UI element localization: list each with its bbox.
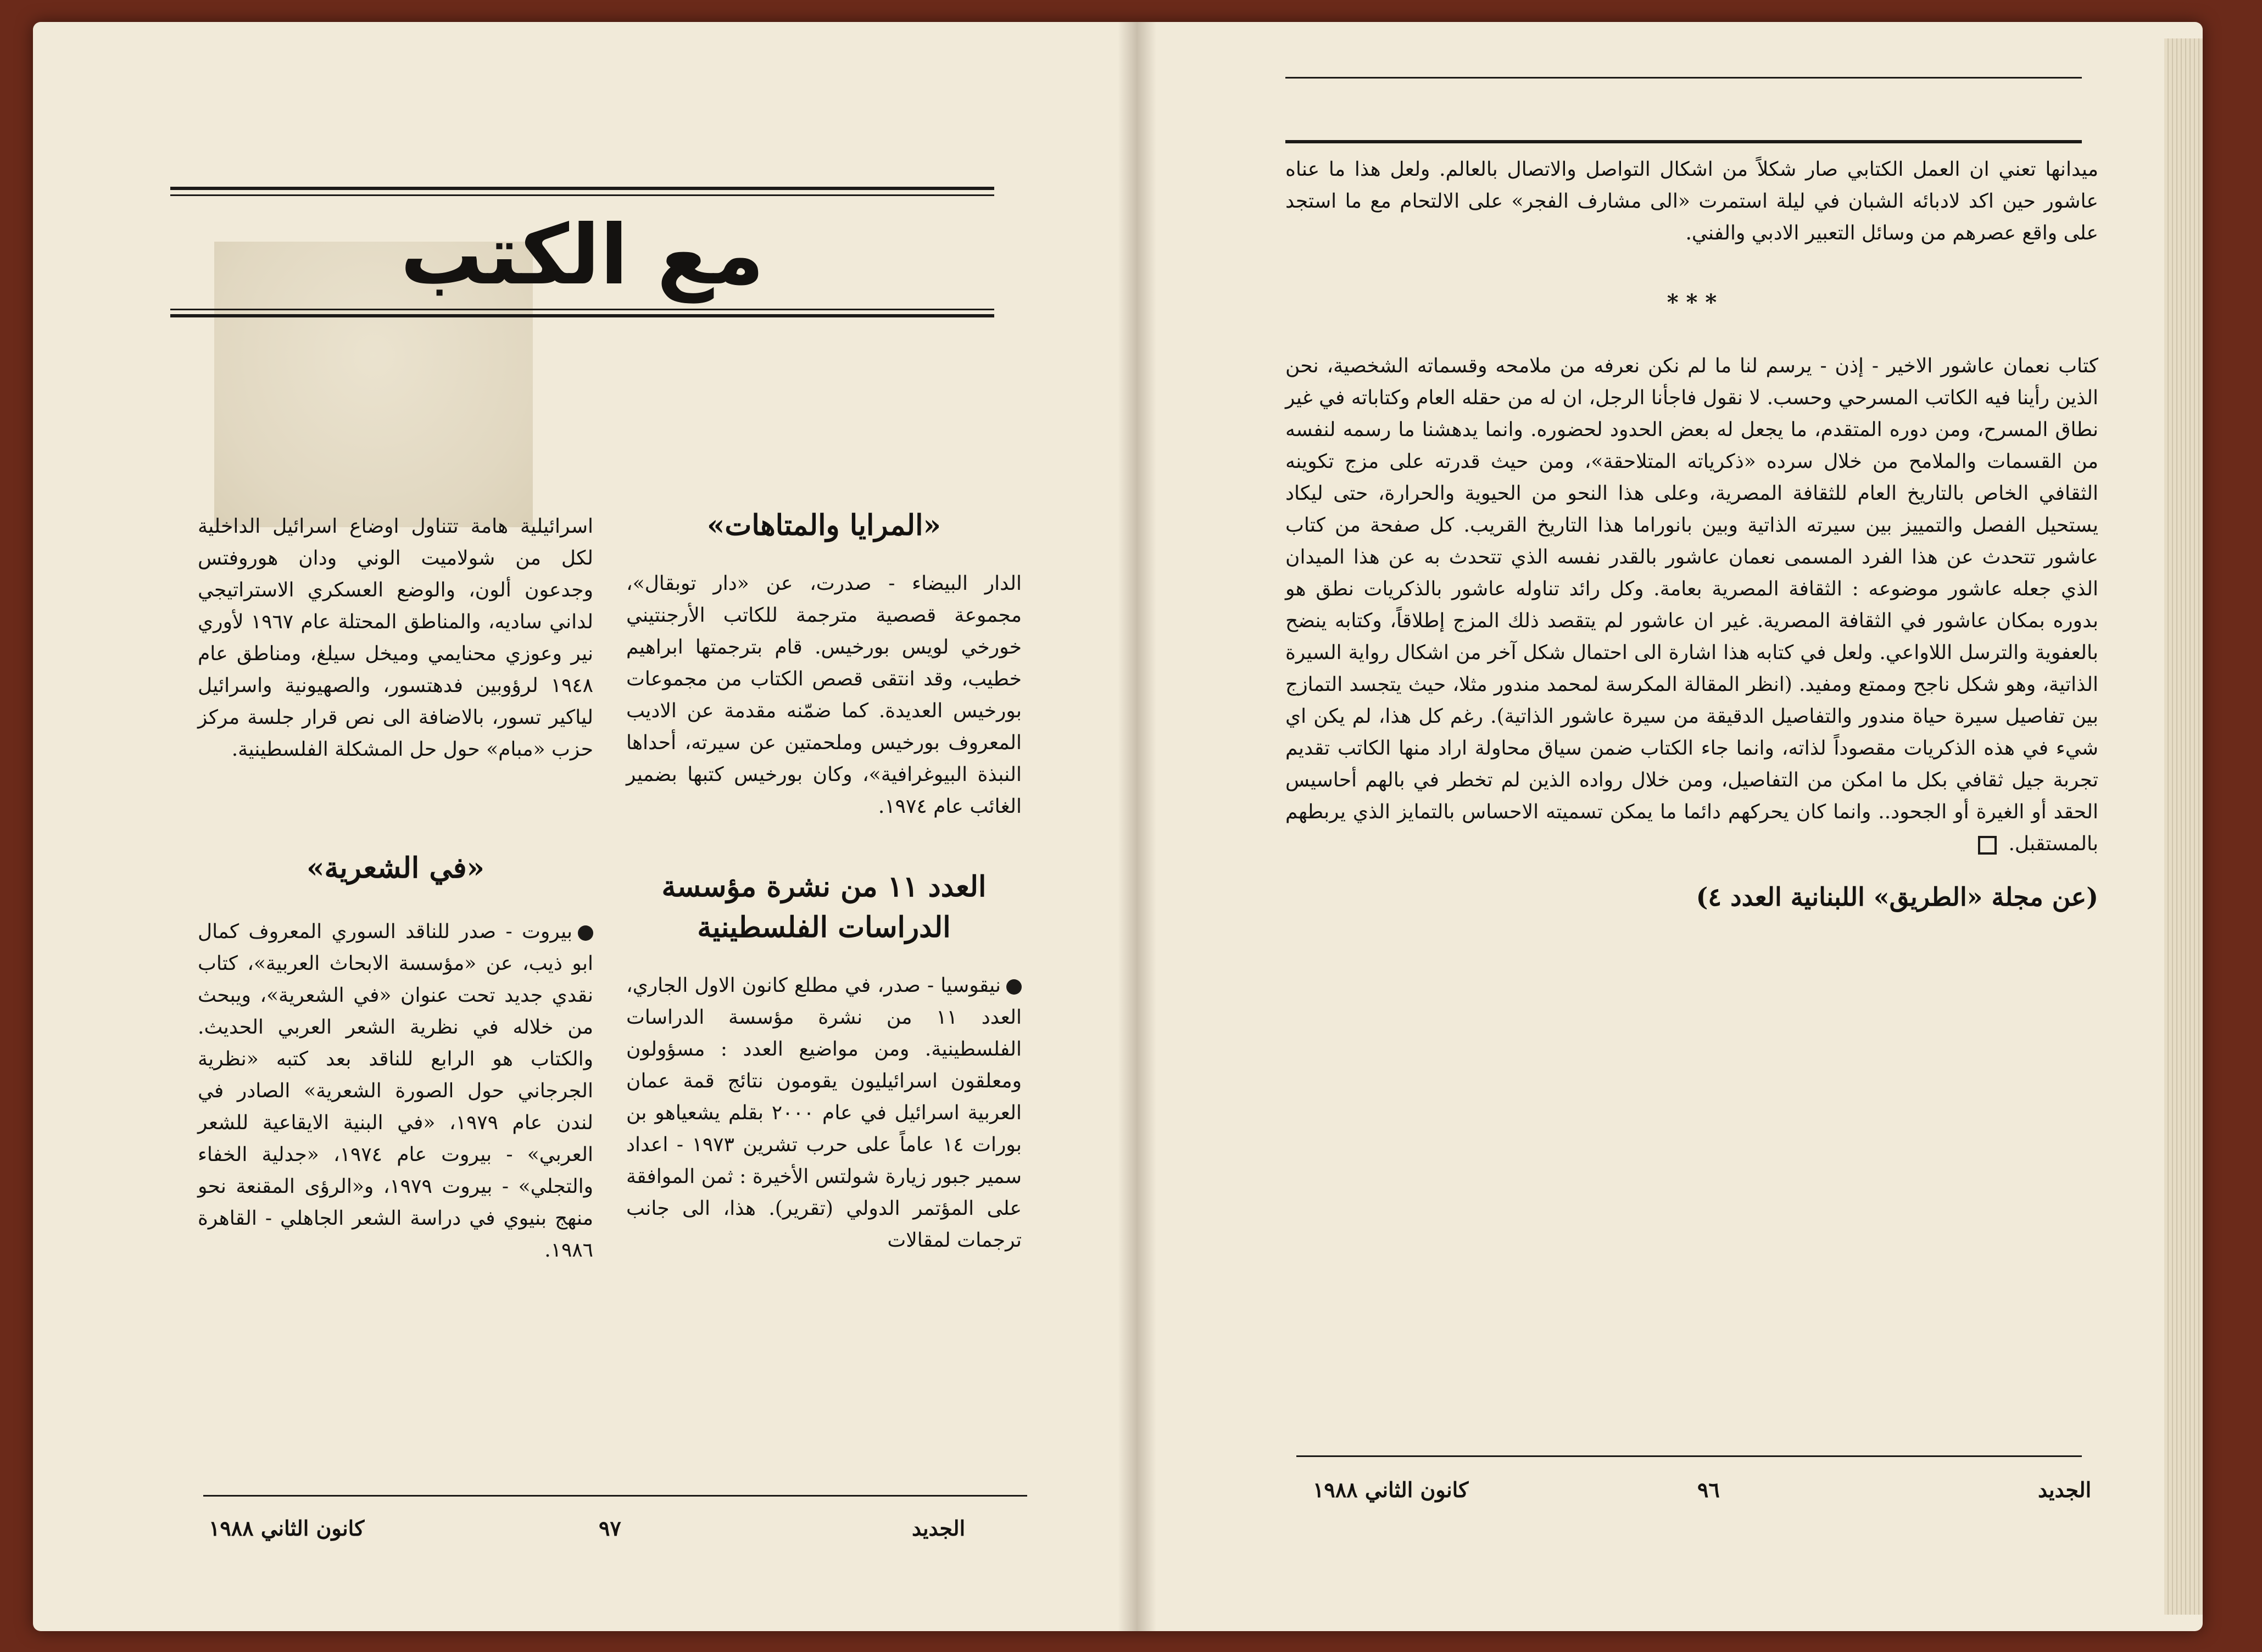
article-body-continued: اسرائيلية هامة تتناول اوضاع اسرائيل الداخلية لكل من شولاميت الوني ودان هوروفتس وجدعون ألون، والوضع العسكري الاستراتيجي لداني ساديه، والمناطق المحتلة عام ١٩٦٧ لأوري نير وعوزي محنايمي وميخل سيلغ، ومناطق عام ١٩٤٨ لرؤوبين فدهتسور، والصهيونية واسرائيل لياكير تسور، بالاضافة الى نص قرار جلسة مركز حزب «مبام» حول حل المشكلة الفلسطينية. — [198, 515, 594, 761]
left-page — [33, 22, 1126, 1631]
article-column — [1285, 154, 2098, 917]
header-rule — [1285, 140, 2082, 143]
footer-page-number: ٩٦ — [1697, 1477, 1720, 1502]
bullet-icon — [1006, 979, 1022, 995]
article-title-mirrors: «المرايا والمتاهات» — [706, 509, 941, 542]
end-mark-icon — [1978, 836, 1997, 855]
masthead-title: مع الكتب — [400, 208, 765, 303]
column-right — [626, 505, 1022, 1257]
magazine-spread — [33, 22, 2203, 1631]
footer-date: كانون الثاني ١٩٨٨ — [1313, 1477, 1469, 1502]
bleed-through-text — [1285, 1000, 2098, 1439]
bullet-icon — [578, 925, 593, 941]
footer-rule — [1296, 1455, 2082, 1457]
right-page — [1148, 22, 2203, 1631]
header-rule-top — [1285, 77, 2082, 79]
column-left — [198, 511, 593, 1266]
article-main: كتاب نعمان عاشور الاخير - إذن - يرسم لنا ما لم نكن نعرفه من ملامحه وقسماته الشخصية، نحن الذين رأينا فيه الكاتب المسرحي وحسب. لا نقول فاجأنا الرجل، ان له من حقله العام وكتاباته في غير نطاق المسرح، ومن دوره المتقدم، ما يجعل له بعض الحدود لحضوره. وانما يدهشنا ما رسمه لنفسه من القسمات والملامح من خلال سرده «ذكرياته المتلاحقة»، ومن حيث قدرته على مزج تكوينه الثقافي الخاص بالتاريخ العام للثقافة المصرية، وعلى هذا النحو من الحيوية والحرارة، حتى ليكاد يستحيل الفصل والتمييز بين سيرته الذاتية وبين بانوراما هذا التاريخ القريب. كل صفحة من كتاب عاشور تتحدث عن هذا الفرد المسمى نعمان عاشور بالقدر نفسه الذي تتحدث به عن هذا الميدان الذي جعله عاشور موضوعه : الثقافة المصرية بعامة. وكل رائد تناوله عاشور بالذكريات نطق هو بدوره بمكان عاشور في الثقافة المصرية. غير ان عاشور لم يتقصد ذلك المزج إطلاقاً، وكتابه ينضح بالعفوية والترسل اللاواعي. ولعل في كتابه هذا اشارة الى احتمال شكل آخر من اشكال رواية السيرة الذاتية، وهو شكل ناجح وممتع ومفيد. (انظر المقالة المكرسة لمحمد مندور مثلا، حيث يتجسد التمازج بين تفاصيل سيرة حياة مندور والتفاصيل الدقيقة من سيرة عاشور الذاتية). رغم كل هذا، لم يكن اي شيء في هذه الذكريات مقصوداً لذاته، وانما جاء الكتاب ضمن سياق محاولة اراد منها الكاتب تقديم تجربة جيل ثقافي بكل ما امكن من التفاصيل، ومن خلال رواده الذين لم تخطر في بالهم أحاسيس الحقد أو الغيرة أو الجحود.. وانما كان يحركهم دائما ما يمكن تسميته الاحساس بالتمايز الذي يربطهم بالمستقبل. — [1285, 355, 2099, 855]
footer-page-number: ٩٧ — [599, 1516, 621, 1541]
footer-magazine: الجديد — [912, 1516, 966, 1541]
article-title-poetics: «في الشعرية» — [306, 851, 485, 885]
article-title-bulletin: العدد ١١ من نشرة مؤسسة الدراسات الفلسطينية — [661, 870, 987, 944]
article-body-mirrors: الدار البيضاء - صدرت، عن «دار توبقال»، مجموعة قصصية مترجمة للكاتب الأرجنتيني خورخي لويس بورخيس. قام بترجمتها ابراهيم خطيب، وقد انتقى قصص الكتاب من مجموعات بورخيس العديدة. كما ضمّنه مقدمة عن الاديب المعروف بورخيس وملحمتين عن سيرته، أحداها النبذة البيوغرافية»، وكان بورخيس كتبها بضمير الغائب عام ١٩٧٤. — [626, 572, 1022, 818]
section-separator: * * * — [1667, 289, 1717, 315]
article-intro: ميدانها تعني ان العمل الكتابي صار شكلاً من اشكال التواصل والاتصال بالعالم. ولعل هذا ما عناه عاشور حين اكد لادبائه الشبان في ليلة استمرت «الى مشارف الفجر» على الالتحام مع ما استجد على واقع عصرهم من وسائل التعبير الادبي والفني. — [1285, 158, 2098, 244]
footer-magazine: الجديد — [2038, 1477, 2092, 1502]
footer-date: كانون الثاني ١٩٨٨ — [209, 1516, 365, 1541]
footer-rule — [203, 1495, 1027, 1497]
article-body-poetics: بيروت - صدر للناقد السوري المعروف كمال ابو ذيب، عن «مؤسسة الابحاث العربية»، كتاب نقدي جديد تحت عنوان «في الشعرية»، ويبحث من خلاله في نظرية الشعر العربي الحديث. والكتاب هو الرابع للناقد بعد كتبه «نظرية الجرجاني حول الصورة الشعرية» الصادر في لندن عام ١٩٧٩، «في البنية الايقاعية للشعر العربي» - بيروت عام ١٩٧٤، «جدلية الخفاء والتجلي» - بيروت ١٩٧٩، و«الرؤى المقنعة نحو منهج بنيوي في دراسة الشعر الجاهلي - القاهرة ١٩٨٦. — [198, 920, 593, 1262]
article-source: (عن مجلة «الطريق» اللبنانية العدد ٤) — [1696, 882, 2098, 912]
section-masthead — [170, 187, 994, 319]
article-body-bulletin: نيقوسيا - صدر، في مطلع كانون الاول الجاري، العدد ١١ من نشرة مؤسسة الدراسات الفلسطينية. ومن مواضيع العدد : مسؤولون ومعلقون اسرائيليون يقومون نتائج قمة عمان العربية اسرائيل في عام ٢٠٠٠ بقلم يشعياهو بن بورات ١٤ عاماً على حرب تشرين ١٩٧٣ - اعداد سمير جبور زيارة شولتس الأخيرة : ثمن الموافقة على المؤتمر الدولي (تقرير). هذا، الى جانب ترجمات لمقالات — [626, 974, 1022, 1252]
